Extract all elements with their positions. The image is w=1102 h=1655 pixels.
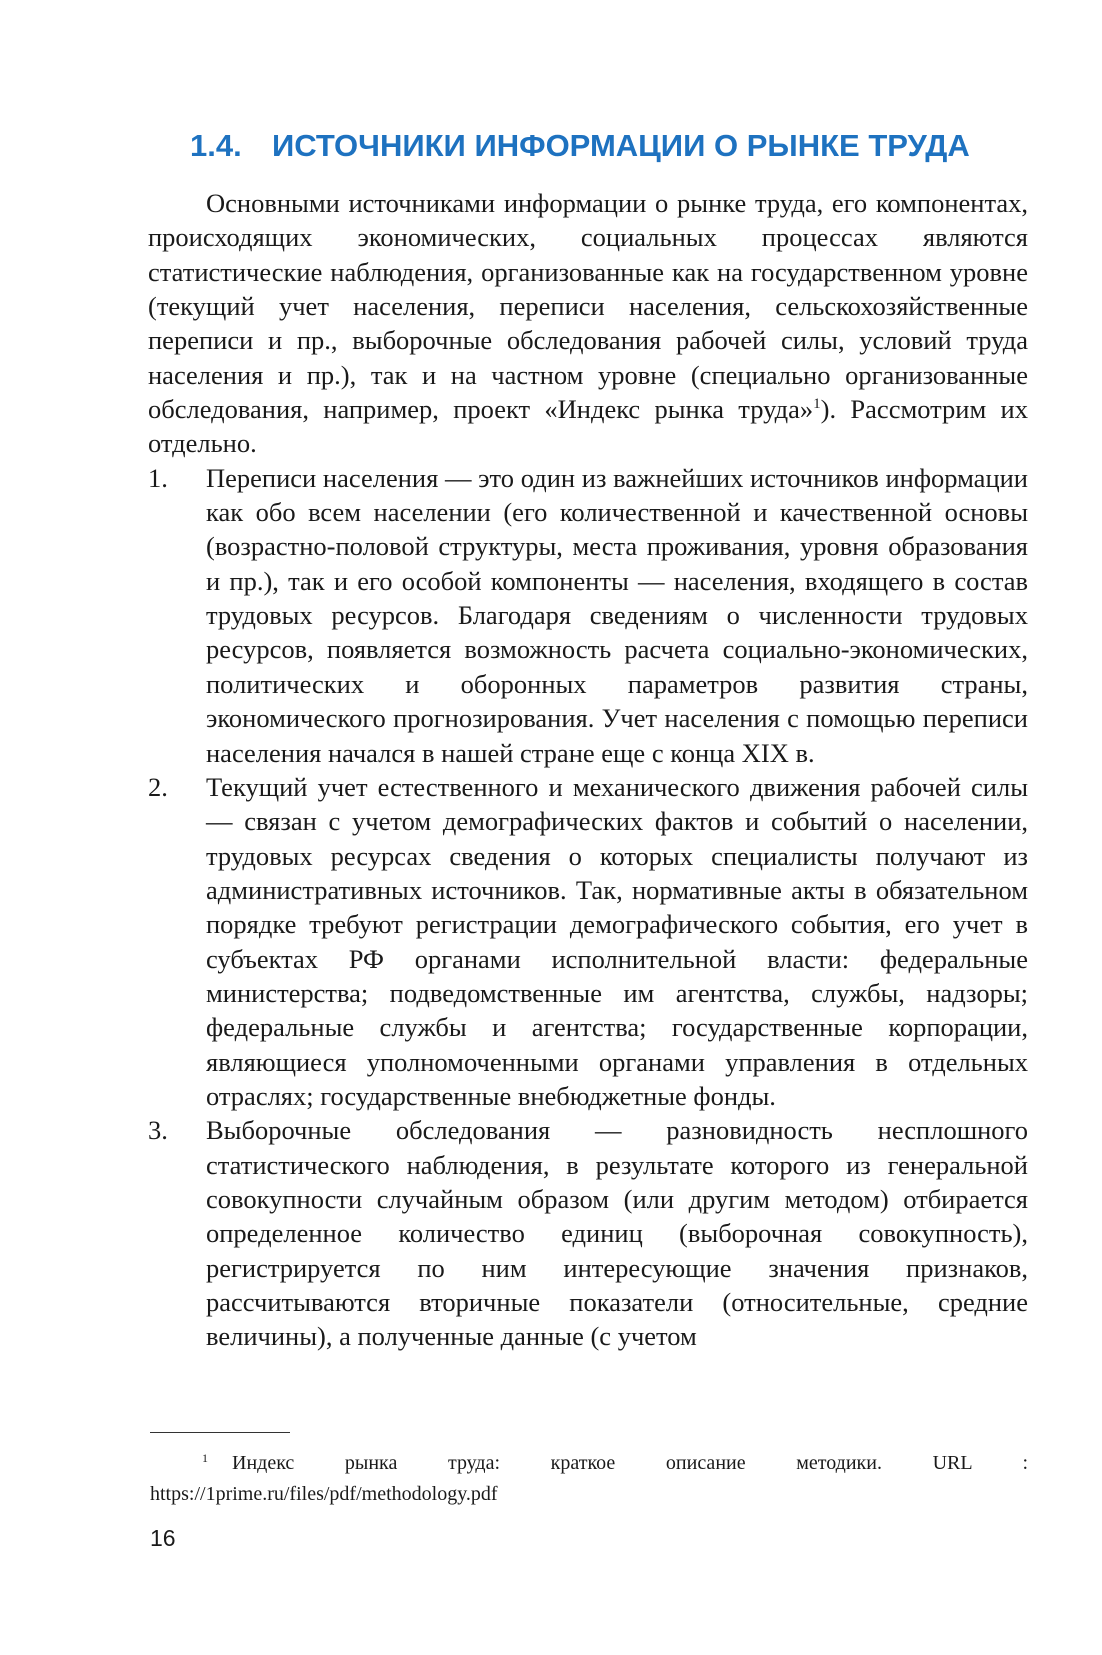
section-heading xyxy=(190,126,1050,166)
intro-paragraph xyxy=(148,186,1028,461)
list-item-number: 2. xyxy=(148,771,168,802)
footnote-divider xyxy=(150,1432,290,1433)
list-item xyxy=(148,1113,1028,1353)
footnote xyxy=(150,1443,1028,1510)
footnote-marker: 1 xyxy=(202,1451,208,1465)
list-item-text: Переписи населения — это один из важнейших источников информации как обо всем населении (его количественной и качественной основы (возрастно-половой структуры, места проживания, уровня образования и пр.), так и его особой компоненты — населения, входящего в состав трудовых ресурсов. Благодаря сведениям о численности трудовых ресурсов, появляется возможность расчета социально-экономических, политических и оборонных параметров развития страны, экономического прогнозирования. Учет населения с помощью переписи населения начался в нашей стране еще с конца XIX в. xyxy=(206,462,1028,768)
list-item xyxy=(148,461,1028,770)
intro-text: Основными источниками информации о рынке труда, его компонентах, происходящих экономических, социальных процессах являются статистические наблюдения, организованные как на государственном уровне (текущий учет населения, переписи населения, сельскохозяйственные переписи и пр., выборочные обследования рабочей силы, условий труда населения и пр.), так и на частном уровне (специально организованные обследования, например, проект «Индекс рынка труда» xyxy=(148,188,1028,425)
list-item-number: 3. xyxy=(148,1115,168,1146)
list-item-number: 1. xyxy=(148,462,168,493)
section-number: 1.4. xyxy=(190,128,242,163)
list-item-text: Текущий учет естественного и механического движения рабочей силы — связан с учетом демографических фактов и событий о населении, трудовых ресурсах сведения о которых специалисты получают из административных источников. Так, нормативные акты в обязательном порядке требуют регистрации демографического события, его учет в субъектах РФ органами исполнительной власти: федеральные министерства; подведомственные им агентства, службы, надзоры; федеральные службы и агентства; государственные корпорации, являющиеся уполномоченными органами управления в отдельных отраслях; государственные внебюджетные фонды. xyxy=(206,771,1028,1111)
list-item-text: Выборочные обследования — разновидность несплошного статистического наблюдения, в результате которого из генеральной совокупности случайным образом (или другим методом) отбирается определенное количество единиц (выборочная совокупность), регистрируется по ним интересующие значения признаков, рассчитываются вторичные показатели (относительные, средние величины), а полученные данные (с учетом xyxy=(206,1115,1028,1352)
list-item xyxy=(148,770,1028,1113)
section-title: ИСТОЧНИКИ ИНФОРМАЦИИ О РЫНКЕ ТРУДА xyxy=(272,128,970,163)
footnote-text: Индекс рынка труда: краткое описание методики. URL : https://1prime.ru/files/pdf/methodology.pdf xyxy=(150,1452,1028,1505)
footnote-reference[interactable]: 1 xyxy=(813,396,821,413)
page-number: 16 xyxy=(150,1525,176,1551)
sources-list xyxy=(148,461,1028,1354)
intro-text-end: ). Рассмотрим их отдельно. xyxy=(148,394,1028,459)
body-text xyxy=(148,186,1028,1354)
